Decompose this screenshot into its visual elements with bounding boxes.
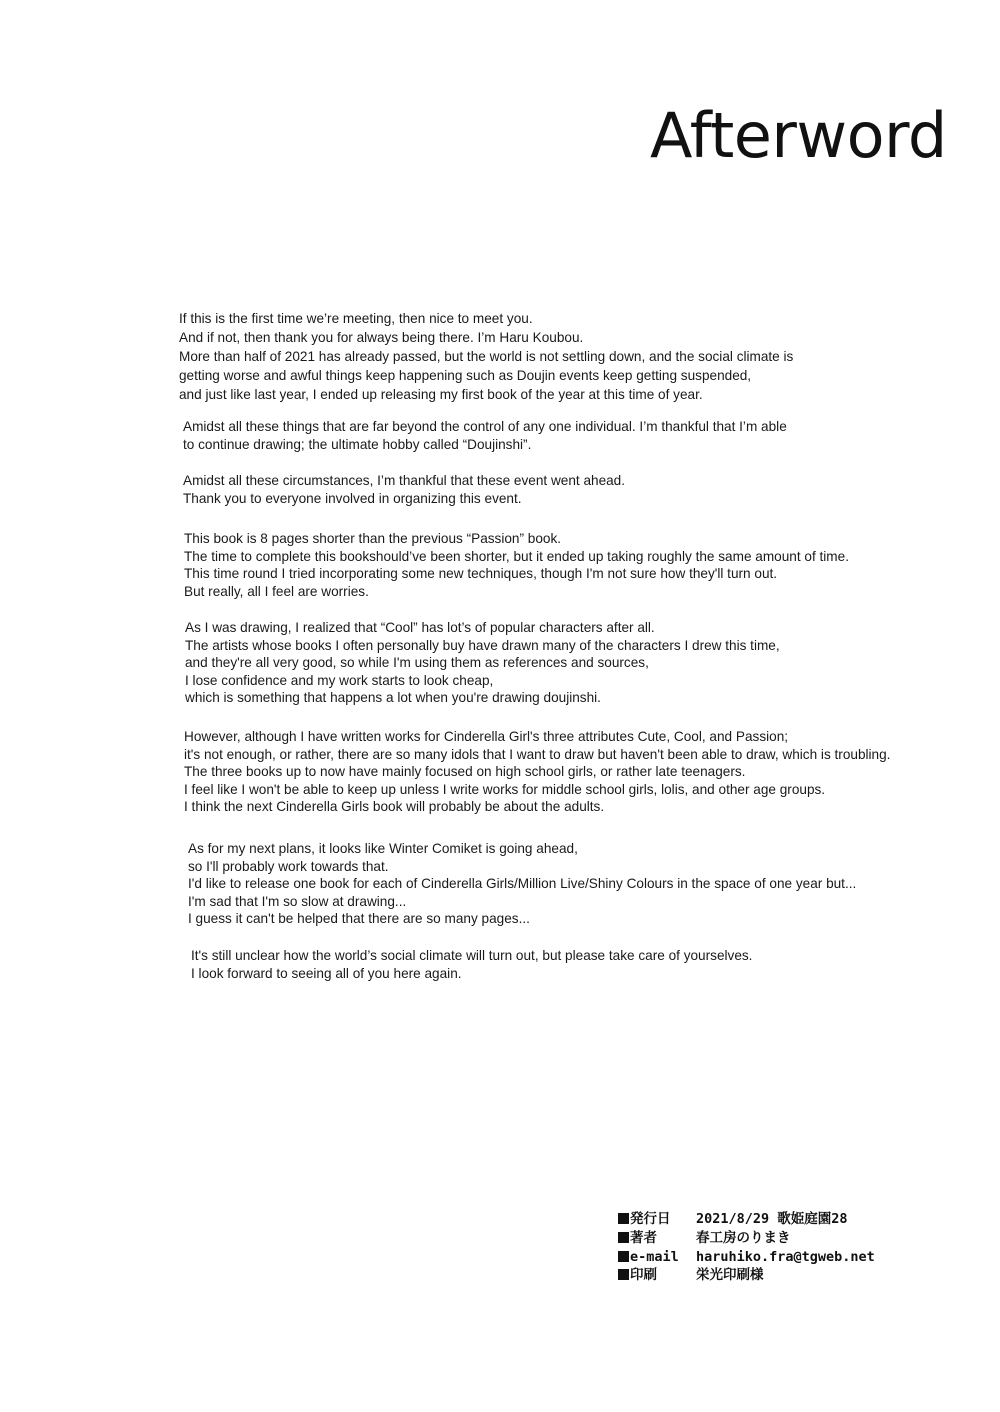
text-line: This book is 8 pages shorter than the previous “Passion” book. (184, 531, 562, 546)
text-line: This time round I tried incorporating some new techniques, though I'm not sure how they'll turn out. (184, 566, 778, 581)
text-line: I look forward to seeing all of you here again. (191, 965, 462, 981)
colophon-row-author (618, 1229, 875, 1248)
text-line: I think the next Cinderella Girls book will probably be about the adults. (184, 799, 605, 814)
text-line: I guess it can't be helped that there are so many pages... (188, 911, 530, 926)
text-line: If this is the first time we’re meeting, then nice to meet you. (179, 311, 533, 326)
text-line: to continue drawing; the ultimate hobby called “Doujinshi”. (183, 436, 532, 452)
text-line: The artists whose books I often personally buy have drawn many of the characters I drew this time, (185, 637, 780, 653)
text-line: so I'll probably work towards that. (188, 858, 389, 874)
text-line: It's still unclear how the world’s social climate will turn out, but please take care of yourselves. (191, 948, 753, 963)
text-line: it's not enough, or rather, there are so many idols that I want to draw but haven't been able to draw, which is troubling. (184, 746, 891, 762)
text-line: which is something that happens a lot when you're drawing doujinshi. (185, 690, 601, 705)
colophon-value: haruhiko.fra@tgweb.net (696, 1248, 875, 1265)
colophon-label: 発行日 (630, 1211, 671, 1227)
paragraph-attributes (184, 728, 890, 816)
colophon-label: 著者 (630, 1229, 657, 1246)
page-title: Afterword (650, 99, 947, 172)
colophon-label: e-mail (630, 1248, 679, 1265)
text-line: I feel like I won't be able to keep up unless I write works for middle school girls, lolis, and other age groups. (184, 781, 826, 797)
text-line: I'd like to release one book for each of Cinderella Girls/Million Live/Shiny Colours in the space of one year but... (188, 876, 857, 891)
text-line: and they're all very good, so while I'm using them as references and sources, (185, 655, 649, 670)
text-line: Thank you to everyone involved in organizing this event. (183, 490, 522, 506)
colophon-value: 春工房のりまき (696, 1229, 791, 1246)
text-line: The time to complete this bookshould’ve been shorter, but it ended up taking roughly the same amount of time. (184, 548, 849, 564)
paragraph-thanks-drawing (183, 418, 787, 453)
text-line: But really, all I feel are worries. (184, 583, 369, 599)
text-line: getting worse and awful things keep happening such as Doujin events keep getting suspended, (179, 368, 752, 383)
paragraph-closing (191, 947, 752, 982)
paragraph-cool (185, 619, 780, 707)
paragraph-book-length (184, 530, 849, 600)
text-line: I lose confidence and my work starts to look cheap, (185, 672, 494, 688)
text-line: And if not, then thank you for always being there. I’m Haru Koubou. (179, 330, 584, 345)
text-line: However, although I have written works for Cinderella Girl's three attributes Cute, Cool, and Passion; (184, 729, 789, 744)
colophon-row-email (618, 1248, 875, 1267)
square-bullet-icon (618, 1232, 629, 1243)
square-bullet-icon (618, 1269, 629, 1280)
text-line: and just like last year, I ended up releasing my first book of the year at this time of year. (179, 387, 703, 402)
square-bullet-icon (618, 1213, 629, 1224)
colophon (618, 1210, 875, 1285)
colophon-row-printer (618, 1266, 875, 1285)
text-line: Amidst all these circumstances, I’m thankful that these event went ahead. (183, 473, 626, 488)
colophon-value: 2021/8/29 歌姫庭園28 (696, 1211, 848, 1227)
text-line: As for my next plans, it looks like Winter Comiket is going ahead, (188, 841, 578, 856)
text-line: I'm sad that I'm so slow at drawing... (188, 893, 407, 909)
colophon-value: 栄光印刷様 (696, 1267, 764, 1284)
colophon-label: 印刷 (630, 1267, 657, 1284)
paragraph-next-plans (188, 840, 856, 928)
text-line: More than half of 2021 has already passed, but the world is not settling down, and the social climate is (179, 349, 794, 364)
paragraph-thanks-event (183, 472, 625, 507)
colophon-row-date (618, 1210, 875, 1229)
text-line: The three books up to now have mainly focused on high school girls, or rather late teenagers. (184, 764, 746, 779)
paragraph-greeting (179, 309, 793, 404)
square-bullet-icon (618, 1251, 629, 1262)
text-line: Amidst all these things that are far beyond the control of any one individual. I’m thankful that I’m able (183, 419, 787, 434)
text-line: As I was drawing, I realized that “Cool” has lot’s of popular characters after all. (185, 620, 655, 635)
